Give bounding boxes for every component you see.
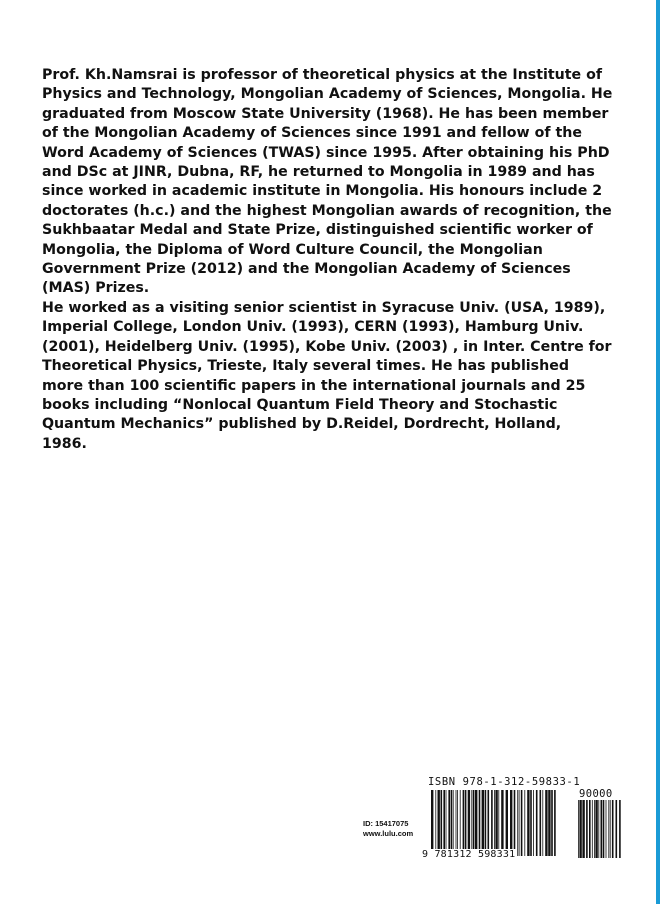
barcode-bar bbox=[510, 790, 512, 856]
barcode-bar bbox=[435, 790, 436, 856]
barcode-addon-number: 90000 bbox=[579, 788, 613, 800]
barcode-bar bbox=[527, 790, 529, 856]
barcode-bar bbox=[498, 790, 499, 856]
barcode-bar bbox=[530, 790, 532, 856]
bio-line: He worked as a visiting senior scientist in Syracuse Univ. (USA, 1989), bbox=[42, 299, 606, 316]
barcode-bar bbox=[456, 790, 457, 856]
barcode-bar bbox=[495, 790, 497, 856]
isbn-barcode bbox=[431, 790, 559, 856]
barcode-digits: 9 781312 598331 bbox=[422, 849, 516, 860]
barcode-bar bbox=[473, 790, 475, 856]
bio-line: (2001), Heidelberg Univ. (1995), Kobe Univ. (2003) , in Inter. Centre for bbox=[42, 338, 612, 355]
barcode-bar bbox=[443, 790, 445, 856]
barcode-bar bbox=[465, 790, 467, 856]
bio-line: Theoretical Physics, Trieste, Italy several times. He has published bbox=[42, 358, 569, 375]
author-biography bbox=[42, 66, 634, 454]
bio-line: doctorates (h.c.) and the highest Mongolian awards of recognition, the bbox=[42, 202, 612, 219]
barcode-bar bbox=[521, 790, 523, 856]
barcode-bar bbox=[616, 800, 618, 858]
barcode-bar bbox=[606, 800, 607, 858]
bio-line: Imperial College, London Univ. (1993), CERN (1993), Hamburg Univ. bbox=[42, 319, 584, 336]
barcode-bar bbox=[519, 790, 520, 856]
barcode-bar bbox=[448, 790, 450, 856]
barcode-bar bbox=[586, 800, 588, 858]
bio-line: books including “Nonlocal Quantum Field Theory and Stochastic bbox=[42, 396, 558, 413]
barcode-bar bbox=[533, 790, 534, 856]
bio-line: Sukhbaatar Medal and State Prize, distinguished scientific worker of bbox=[42, 222, 593, 239]
barcode-bar bbox=[482, 790, 484, 856]
bio-line: 1986. bbox=[42, 435, 87, 452]
barcode-bar bbox=[453, 790, 454, 856]
barcode-bar bbox=[545, 790, 547, 856]
lulu-id: ID: 15417075 bbox=[363, 819, 409, 828]
barcode-bar bbox=[431, 790, 433, 856]
barcode-bar bbox=[506, 790, 508, 856]
barcode-bar bbox=[446, 790, 447, 856]
barcode-bar bbox=[589, 800, 591, 858]
barcode-bar bbox=[578, 800, 579, 858]
bio-line: graduated from Moscow State University (1968). He has been member bbox=[42, 105, 609, 122]
bio-line: more than 100 scientific papers in the international journals and 25 bbox=[42, 377, 586, 394]
barcode-bar bbox=[479, 790, 481, 856]
barcode-bar bbox=[463, 790, 465, 856]
barcode-bar bbox=[457, 790, 458, 856]
bio-line: Quantum Mechanics” published by D.Reidel, Dordrecht, Holland, bbox=[42, 416, 562, 433]
bio-line: and DSc at JINR, Dubna, RF, he returned to Mongolia in 1989 and has bbox=[42, 164, 595, 181]
barcode-bar bbox=[579, 800, 581, 858]
barcode-bar bbox=[551, 790, 553, 856]
barcode-bar bbox=[491, 790, 493, 856]
bio-line: of the Mongolian Academy of Sciences since 1991 and fellow of the bbox=[42, 125, 582, 142]
isbn-label: ISBN 978-1-312-59833-1 bbox=[428, 776, 581, 788]
barcode-bar bbox=[595, 800, 597, 858]
bio-line: Word Academy of Sciences (TWAS) since 1995. After obtaining his PhD bbox=[42, 144, 610, 161]
barcode-bar bbox=[471, 790, 472, 856]
barcode-bar bbox=[514, 790, 516, 856]
barcode-bar bbox=[592, 800, 593, 858]
publisher-info bbox=[363, 819, 413, 839]
price-addon-barcode bbox=[578, 800, 624, 858]
barcode-bar bbox=[601, 800, 603, 858]
bio-line: Prof. Kh.Namsrai is professor of theoretical physics at the Institute of bbox=[42, 67, 603, 83]
barcode-bar bbox=[460, 790, 461, 856]
barcode-bar bbox=[598, 800, 599, 858]
barcode-bar bbox=[441, 790, 443, 856]
barcode-bar bbox=[536, 790, 538, 856]
barcode-bar bbox=[608, 800, 609, 858]
bio-line: since worked in academic institute in Mongolia. His honours include 2 bbox=[42, 183, 603, 200]
barcode-bar bbox=[548, 790, 550, 856]
bio-line: (MAS) Prizes. bbox=[42, 280, 150, 297]
barcode-bar bbox=[494, 790, 495, 856]
bio-line: Mongolia, the Diploma of Word Culture Council, the Mongolian bbox=[42, 241, 543, 258]
cover-spine-edge bbox=[656, 0, 660, 904]
barcode-bar bbox=[610, 800, 611, 858]
barcode-bar bbox=[488, 790, 490, 856]
barcode-bar bbox=[451, 790, 453, 856]
barcode-bar bbox=[475, 790, 477, 856]
barcode-bar bbox=[517, 790, 518, 856]
barcode-bar bbox=[594, 800, 595, 858]
barcode-bar bbox=[542, 790, 543, 856]
lulu-url: www.lulu.com bbox=[363, 829, 414, 838]
bio-line: Physics and Technology, Mongolian Academy of Sciences, Mongolia. He bbox=[42, 86, 613, 103]
barcode-bar bbox=[438, 790, 440, 856]
barcode-bar bbox=[619, 800, 621, 858]
barcode-bar bbox=[540, 790, 542, 856]
barcode-bar bbox=[554, 790, 556, 856]
barcode-bar bbox=[501, 790, 503, 856]
barcode-bar bbox=[468, 790, 470, 856]
bio-line: Government Prize (2012) and the Mongolian Academy of Sciences bbox=[42, 261, 571, 278]
barcode-bar bbox=[612, 800, 614, 858]
barcode-bar bbox=[485, 790, 487, 856]
barcode-bar bbox=[582, 800, 584, 858]
barcode-bar bbox=[524, 790, 525, 856]
barcode-bar bbox=[603, 800, 605, 858]
